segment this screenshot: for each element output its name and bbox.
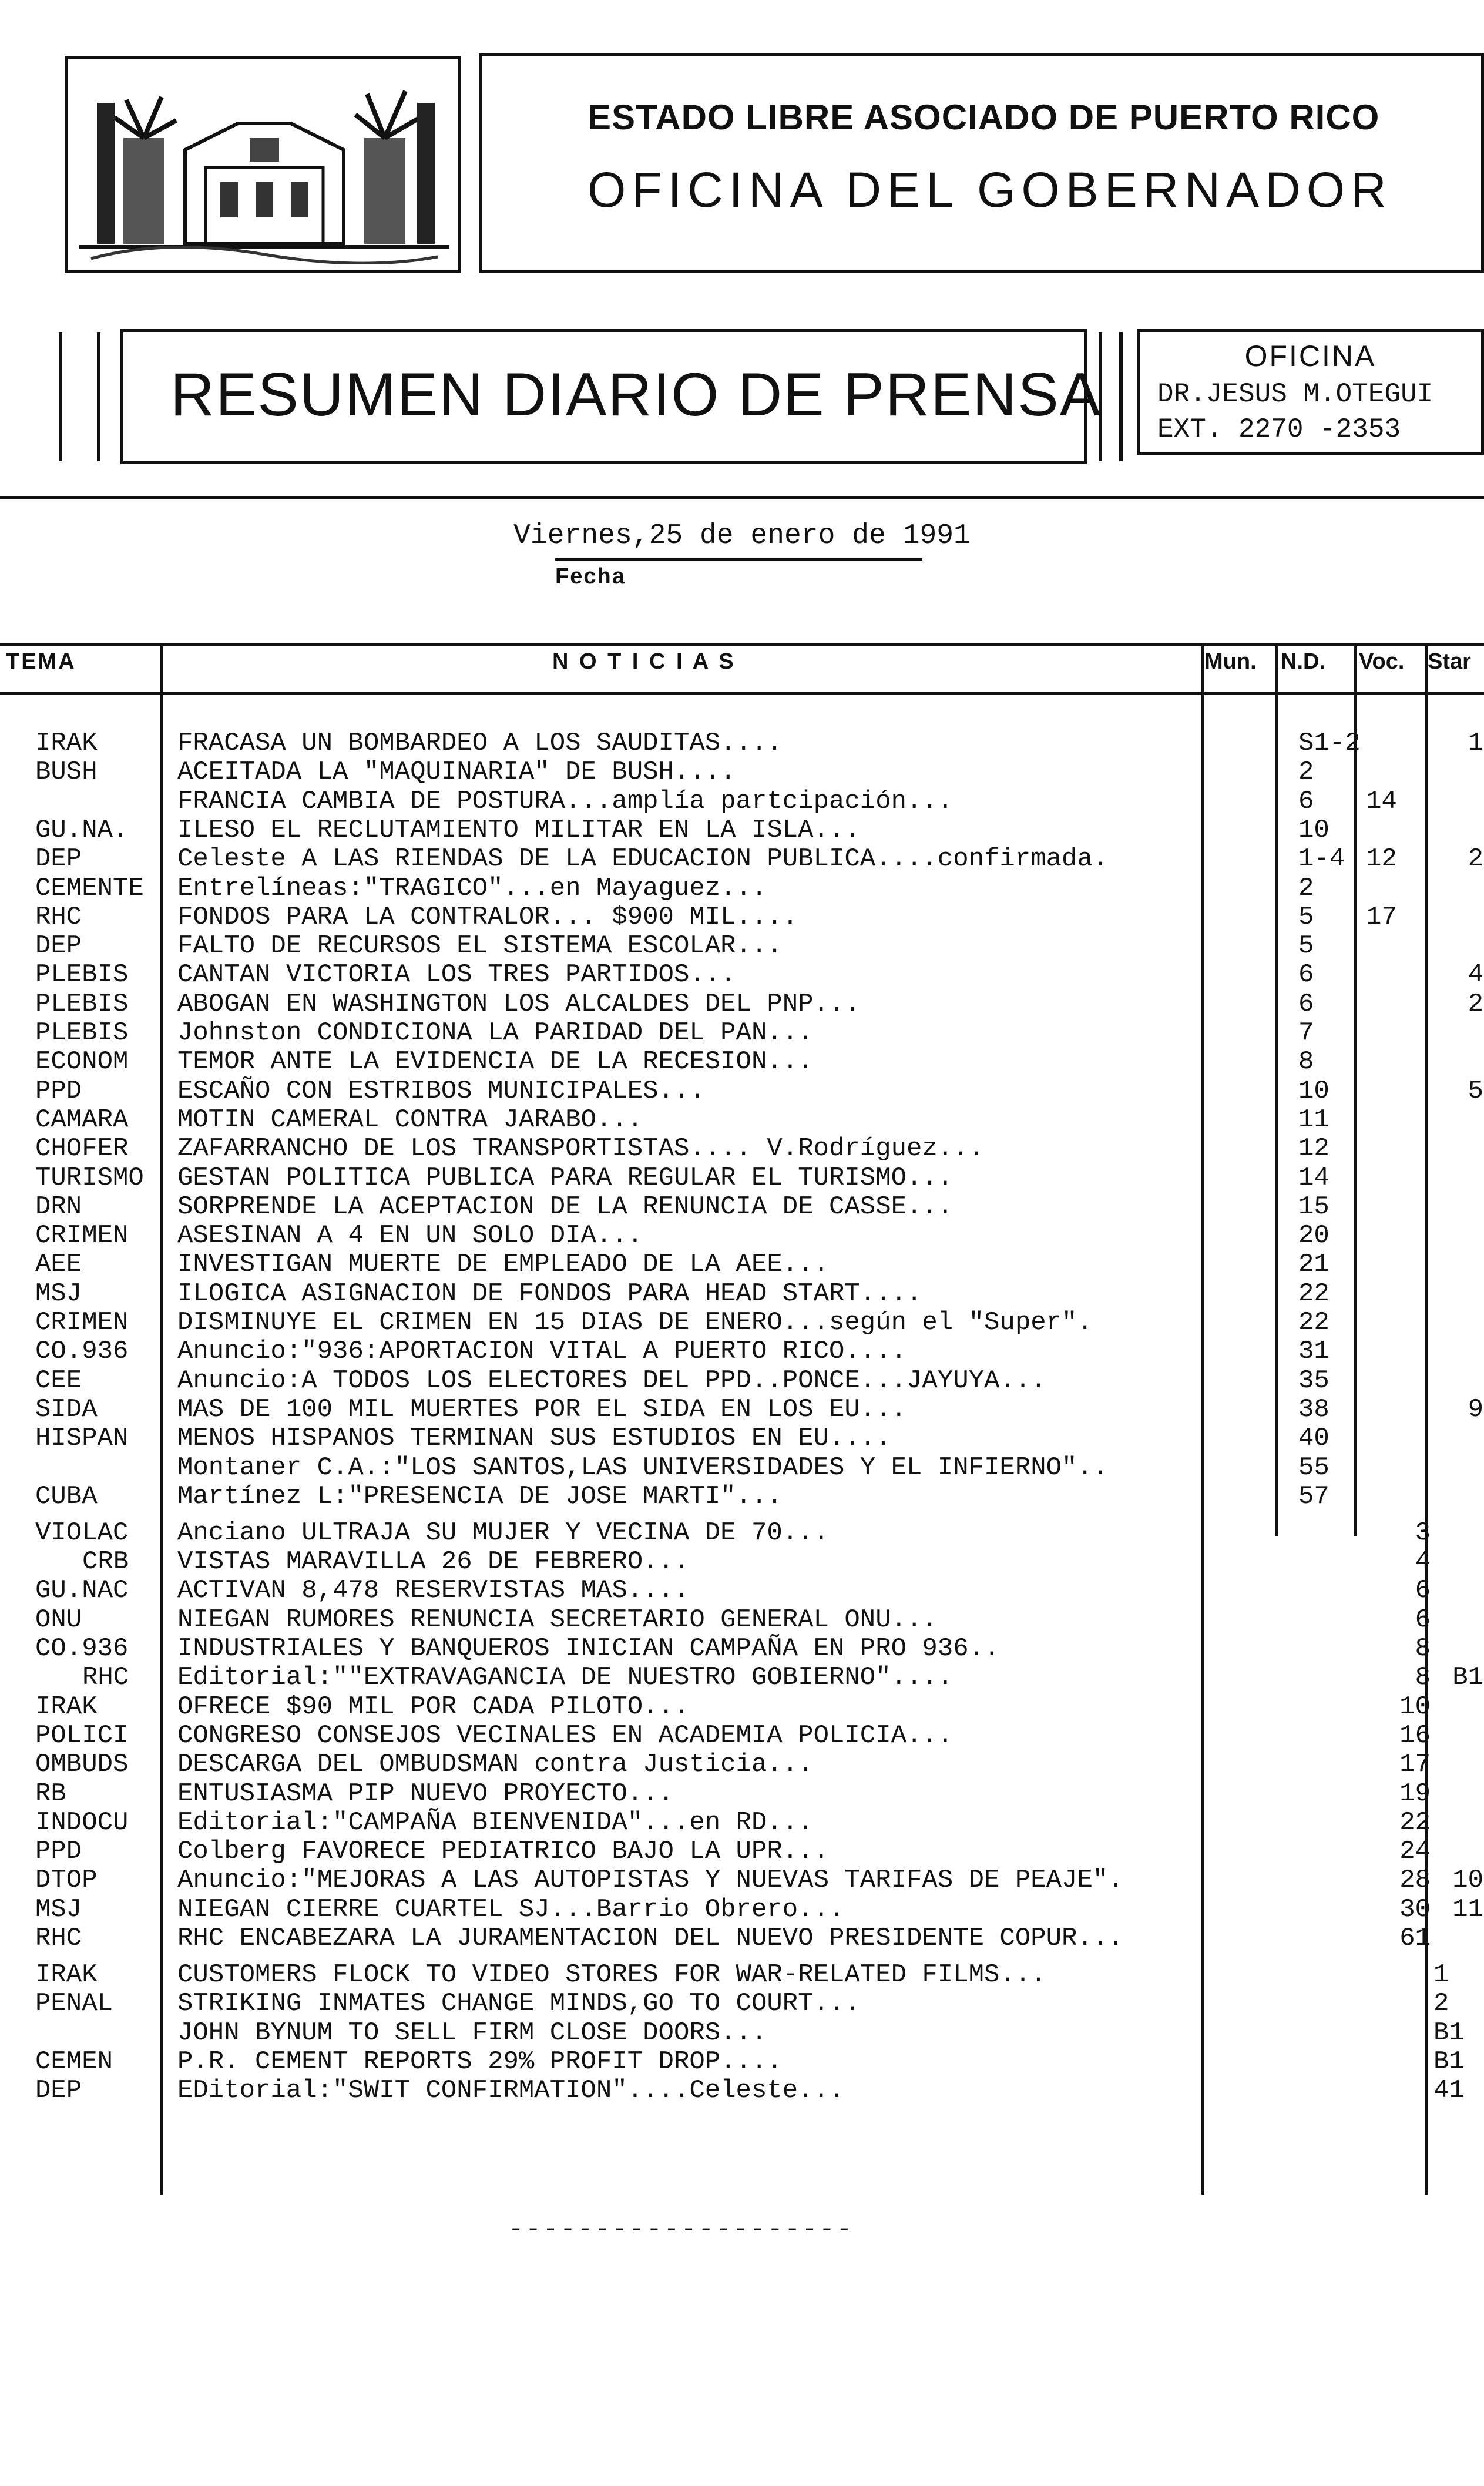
topic-cell: POLICI	[35, 1720, 129, 1750]
topic-cell: CUBA	[35, 1481, 98, 1511]
table-row	[0, 1547, 1484, 1576]
topic-cell: IRAK	[35, 1960, 98, 1990]
topic-cell: PLEBIS	[35, 1018, 129, 1048]
headline-cell: FALTO DE RECURSOS EL SISTEMA ESCOLAR...	[177, 931, 783, 961]
table-row	[0, 1424, 1484, 1453]
topic-cell: PPD	[35, 1076, 82, 1106]
office-of-governor-title: OFICINA DEL GOBERNADOR	[587, 162, 1392, 217]
headline-cell: CANTAN VICTORIA LOS TRES PARTIDOS...	[177, 960, 736, 990]
voc-page-cell: 12	[1366, 844, 1397, 874]
topic-cell: CRIMEN	[35, 1308, 129, 1337]
topic-cell: CEMENTE	[35, 873, 144, 903]
table-row	[0, 903, 1484, 932]
table-row	[0, 1750, 1484, 1779]
headline-cell: Anciano ULTRAJA SU MUJER Y VECINA DE 70...	[177, 1518, 829, 1548]
nd-page-cell: 22	[1298, 1279, 1329, 1309]
headline-cell: INDUSTRIALES Y BANQUEROS INICIAN CAMPAÑA EN PRO 936..	[177, 1634, 1000, 1663]
headline-cell: GESTAN POLITICA PUBLICA PARA REGULAR EL TURISMO...	[177, 1163, 953, 1193]
nd-page-cell: 14	[1298, 1163, 1329, 1193]
star-page-cell: 1	[1433, 1960, 1449, 1990]
table-row	[0, 931, 1484, 961]
table-row	[0, 787, 1484, 816]
headline-cell: OFRECE $90 MIL POR CADA PILOTO...	[177, 1692, 690, 1722]
headline-cell: Montaner C.A.:"LOS SANTOS,LAS UNIVERSIDADES Y EL INFIERNO"..	[177, 1452, 1109, 1482]
table-row	[0, 1105, 1484, 1135]
topic-cell: BUSH	[35, 757, 98, 787]
headline-cell: NIEGAN CIERRE CUARTEL SJ...Barrio Obrero...	[177, 1894, 845, 1924]
headline-cell: INVESTIGAN MUERTE DE EMPLEADO DE LA AEE...	[177, 1250, 829, 1280]
nd-page-cell: 22	[1298, 1308, 1329, 1337]
banner-frame	[120, 329, 1102, 464]
star-page-cell: 4	[1468, 960, 1483, 990]
headline-cell: P.R. CEMENT REPORTS 29% PROFIT DROP....	[177, 2046, 783, 2076]
office-frame	[1137, 329, 1484, 455]
table-row	[0, 2018, 1484, 2048]
table-row	[0, 1453, 1484, 1482]
table-row	[0, 2076, 1484, 2105]
table-row	[0, 1047, 1484, 1076]
table-row	[0, 2047, 1484, 2076]
topic-cell: GU.NAC	[35, 1576, 129, 1606]
headline-cell: STRIKING INMATES CHANGE MINDS,GO TO COURT...	[177, 1989, 860, 2019]
table-row	[0, 874, 1484, 903]
topic-cell: CAMARA	[35, 1105, 129, 1135]
column-header-voc: Voc.	[1359, 649, 1405, 674]
topic-cell: CEE	[35, 1366, 82, 1395]
banner-left-bar-2	[97, 332, 100, 461]
topic-cell: RHC	[35, 1924, 82, 1953]
topic-cell: PLEBIS	[35, 989, 129, 1019]
topic-cell: RHC	[82, 1663, 129, 1693]
table-row	[0, 1808, 1484, 1837]
table-row	[0, 1337, 1484, 1366]
nd-page-cell: 1-4	[1298, 844, 1345, 874]
headline-cell: CUSTOMERS FLOCK TO VIDEO STORES FOR WAR-RELATED FILMS...	[177, 1960, 1046, 1990]
nd-page-cell: 12	[1298, 1134, 1329, 1164]
topic-cell: CO.936	[35, 1337, 129, 1367]
table-row	[0, 1960, 1484, 1990]
voc-page-cell: 61	[1399, 1924, 1431, 1953]
table-row	[0, 1779, 1484, 1809]
table-row	[0, 844, 1484, 874]
topic-cell: IRAK	[35, 729, 98, 758]
table-row	[0, 1250, 1484, 1279]
topic-cell: DRN	[35, 1192, 82, 1222]
topic-cell: PENAL	[35, 1989, 113, 2019]
banner-title: RESUMEN DIARIO DE PRENSA	[170, 361, 1102, 429]
headline-cell: MAS DE 100 MIL MUERTES POR EL SIDA EN LOS EU...	[177, 1394, 907, 1424]
topic-cell: IRAK	[35, 1692, 98, 1722]
nd-page-cell: 6	[1298, 786, 1314, 816]
headline-cell: DESCARGA DEL OMBUDSMAN contra Justicia...	[177, 1750, 814, 1780]
headline-cell: Johnston CONDICIONA LA PARIDAD DEL PAN...	[177, 1018, 814, 1048]
table-row	[0, 1308, 1484, 1337]
headline-cell: FRACASA UN BOMBARDEO A LOS SAUDITAS....	[177, 729, 783, 758]
table-row	[0, 1076, 1484, 1106]
voc-page-cell: 30	[1399, 1894, 1431, 1924]
table-row	[0, 1279, 1484, 1309]
voc-page-cell: 8	[1415, 1663, 1431, 1693]
topic-cell: RB	[35, 1779, 66, 1809]
star-page-cell: 10	[1452, 1866, 1483, 1895]
topic-cell: ECONOM	[35, 1047, 129, 1077]
table-row	[0, 1634, 1484, 1663]
table-row	[0, 1134, 1484, 1163]
voc-page-cell: 8	[1415, 1634, 1431, 1663]
star-page-cell: B1	[1452, 1663, 1483, 1693]
topic-cell: SIDA	[35, 1394, 98, 1424]
voc-page-cell: 10	[1399, 1692, 1431, 1722]
topic-cell: MSJ	[35, 1894, 82, 1924]
topic-cell: DEP	[35, 2076, 82, 2106]
nd-page-cell: 21	[1298, 1250, 1329, 1280]
headline-cell: Anuncio:A TODOS LOS ELECTORES DEL PPD..PONCE...JAYUYA...	[177, 1366, 1046, 1395]
headline-cell: ILOGICA ASIGNACION DE FONDOS PARA HEAD START....	[177, 1279, 922, 1309]
headline-cell: Celeste A LAS RIENDAS DE LA EDUCACION PUBLICA....confirmada.	[177, 844, 1109, 874]
topic-cell: CRIMEN	[35, 1221, 129, 1251]
nd-page-cell: 15	[1298, 1192, 1329, 1222]
headline-cell: Entrelíneas:"TRAGICO"...en Mayaguez...	[177, 873, 767, 903]
headline-cell: Colberg FAVORECE PEDIATRICO BAJO LA UPR...	[177, 1837, 829, 1867]
topic-cell: CRB	[82, 1547, 129, 1577]
headline-cell: Editorial:""EXTRAVAGANCIA DE NUESTRO GOBIERNO"....	[177, 1663, 953, 1693]
voc-page-cell: 24	[1399, 1837, 1431, 1867]
date-label: Fecha	[555, 564, 626, 589]
headline-cell: ZAFARRANCHO DE LOS TRANSPORTISTAS.... V.Rodríguez...	[177, 1134, 985, 1164]
column-header-mun: Mun.	[1204, 649, 1257, 674]
header-divider	[0, 496, 1484, 499]
voc-page-cell: 17	[1366, 902, 1397, 932]
table-row	[0, 989, 1484, 1019]
topic-cell: TURISMO	[35, 1163, 144, 1193]
nd-page-cell: 55	[1298, 1452, 1329, 1482]
table-row	[0, 1895, 1484, 1924]
column-header-star: Star	[1428, 649, 1471, 674]
headline-cell: FONDOS PARA LA CONTRALOR... $900 MIL....	[177, 902, 798, 932]
topic-cell: PLEBIS	[35, 960, 129, 990]
table-row	[0, 757, 1484, 787]
headline-cell: TEMOR ANTE LA EVIDENCIA DE LA RECESION...	[177, 1047, 814, 1077]
headline-cell: MENOS HISPANOS TERMINAN SUS ESTUDIOS EN EU....	[177, 1424, 891, 1454]
table-row	[0, 1518, 1484, 1548]
topic-cell: GU.NA.	[35, 815, 129, 845]
banner-right-bar-2	[1119, 332, 1123, 461]
star-page-cell: B1	[1433, 2046, 1465, 2076]
voc-page-cell: 6	[1415, 1576, 1431, 1606]
nd-page-cell: 6	[1298, 960, 1314, 990]
table-row	[0, 1366, 1484, 1395]
table-row	[0, 960, 1484, 989]
voc-page-cell: 6	[1415, 1605, 1431, 1635]
nd-page-cell: 6	[1298, 989, 1314, 1019]
table-row	[0, 1924, 1484, 1953]
column-header-noticias: N O T I C I A S	[552, 649, 736, 674]
nd-page-cell: 8	[1298, 1047, 1314, 1077]
voc-page-cell: 17	[1399, 1750, 1431, 1780]
star-page-cell: 5	[1468, 1076, 1483, 1106]
table-row	[0, 1192, 1484, 1222]
date-underline	[555, 558, 922, 561]
headline-cell: ASESINAN A 4 EN UN SOLO DIA...	[177, 1221, 643, 1251]
office-contact-name: DR.JESUS M.OTEGUI	[1157, 379, 1433, 410]
table-row	[0, 1221, 1484, 1250]
table-row	[0, 1837, 1484, 1866]
table-row	[0, 1163, 1484, 1193]
voc-page-cell: 16	[1399, 1720, 1431, 1750]
nd-page-cell: 10	[1298, 815, 1329, 845]
document-date: Viernes,25 de enero de 1991	[513, 520, 971, 552]
voc-page-cell: 28	[1399, 1866, 1431, 1895]
nd-page-cell: 7	[1298, 1018, 1314, 1048]
star-page-cell: 41	[1433, 2076, 1465, 2106]
headline-cell: Anuncio:"MEJORAS A LAS AUTOPISTAS Y NUEVAS TARIFAS DE PEAJE".	[177, 1866, 1124, 1895]
topic-cell: CO.936	[35, 1634, 129, 1663]
topic-cell: OMBUDS	[35, 1750, 129, 1780]
table-row	[0, 1605, 1484, 1635]
topic-cell: INDOCU	[35, 1807, 129, 1837]
topic-cell: ONU	[35, 1605, 82, 1635]
star-page-cell: 1	[1468, 729, 1483, 758]
column-header-tema: TEMA	[6, 649, 76, 674]
headline-cell: NIEGAN RUMORES RENUNCIA SECRETARIO GENERAL ONU...	[177, 1605, 938, 1635]
headline-cell: ESCAÑO CON ESTRIBOS MUNICIPALES...	[177, 1076, 705, 1106]
headline-cell: Editorial:"CAMPAÑA BIENVENIDA"...en RD...	[177, 1807, 814, 1837]
table-top-rule	[0, 643, 1484, 646]
nd-page-cell: 57	[1298, 1481, 1329, 1511]
table-row	[0, 729, 1484, 758]
banner-left-bar	[59, 332, 62, 461]
headline-cell: DISMINUYE EL CRIMEN EN 15 DIAS DE ENERO...según el "Super".	[177, 1308, 1093, 1337]
star-page-cell: 2	[1468, 844, 1483, 874]
topic-cell: VIOLAC	[35, 1518, 129, 1548]
topic-cell: AEE	[35, 1250, 82, 1280]
headline-cell: Anuncio:"936:APORTACION VITAL A PUERTO RICO....	[177, 1337, 907, 1367]
topic-cell: MSJ	[35, 1279, 82, 1309]
organization-name: ESTADO LIBRE ASOCIADO DE PUERTO RICO	[587, 98, 1380, 137]
table-row	[0, 1663, 1484, 1692]
headline-cell: EDitorial:"SWIT CONFIRMATION"....Celeste...	[177, 2076, 845, 2106]
headline-cell: Martínez L:"PRESENCIA DE JOSE MARTI"...	[177, 1481, 783, 1511]
nd-page-cell: 40	[1298, 1424, 1329, 1454]
nd-page-cell: 38	[1298, 1394, 1329, 1424]
nd-page-cell: 11	[1298, 1105, 1329, 1135]
headline-cell: ABOGAN EN WASHINGTON LOS ALCALDES DEL PNP...	[177, 989, 860, 1019]
voc-page-cell: 4	[1415, 1547, 1431, 1577]
government-building-logo	[79, 68, 449, 264]
voc-page-cell: 22	[1399, 1807, 1431, 1837]
topic-cell: DEP	[35, 931, 82, 961]
topic-cell: CHOFER	[35, 1134, 129, 1164]
headline-cell: CONGRESO CONSEJOS VECINALES EN ACADEMIA POLICIA...	[177, 1720, 953, 1750]
nd-page-cell: 2	[1298, 757, 1314, 787]
table-header-rule	[0, 692, 1484, 695]
star-page-cell: B1	[1433, 2018, 1465, 2048]
headline-cell: MOTIN CAMERAL CONTRA JARABO...	[177, 1105, 643, 1135]
star-page-cell: 11	[1452, 1894, 1483, 1924]
topic-cell: RHC	[35, 902, 82, 932]
topic-cell: HISPAN	[35, 1424, 129, 1454]
star-page-cell: 2	[1433, 1989, 1449, 2019]
headline-cell: SORPRENDE LA ACEPTACION DE LA RENUNCIA DE CASSE...	[177, 1192, 953, 1222]
nd-page-cell: 20	[1298, 1221, 1329, 1251]
nd-page-cell: 2	[1298, 873, 1314, 903]
headline-cell: VISTAS MARAVILLA 26 DE FEBRERO...	[177, 1547, 690, 1577]
table-row	[0, 1576, 1484, 1605]
column-header-nd: N.D.	[1281, 649, 1325, 674]
headline-cell: RHC ENCABEZARA LA JURAMENTACION DEL NUEVO PRESIDENTE COPUR...	[177, 1924, 1124, 1953]
star-page-cell: 2	[1468, 989, 1483, 1019]
office-title: OFICINA	[1244, 340, 1376, 373]
headline-cell: FRANCIA CAMBIA DE POSTURA...amplía partcipación...	[177, 786, 953, 816]
headline-cell: ENTUSIASMA PIP NUEVO PROYECTO...	[177, 1779, 674, 1809]
headline-cell: ILESO EL RECLUTAMIENTO MILITAR EN LA ISLA...	[177, 815, 860, 845]
table-row	[0, 1395, 1484, 1424]
headline-cell: ACTIVAN 8,478 RESERVISTAS MAS....	[177, 1576, 690, 1606]
voc-page-cell: 14	[1366, 786, 1397, 816]
logo-frame	[65, 56, 461, 273]
nd-page-cell: 35	[1298, 1366, 1329, 1395]
table-row	[0, 1721, 1484, 1750]
table-row	[0, 1866, 1484, 1895]
nd-page-cell: 5	[1298, 931, 1314, 961]
nd-page-cell: S1-2	[1298, 729, 1361, 758]
table-row	[0, 816, 1484, 845]
star-page-cell: 9	[1468, 1394, 1483, 1424]
topic-cell: DTOP	[35, 1866, 98, 1895]
topic-cell: PPD	[35, 1837, 82, 1867]
nd-page-cell: 10	[1298, 1076, 1329, 1106]
voc-page-cell: 19	[1399, 1779, 1431, 1809]
topic-cell: DEP	[35, 844, 82, 874]
topic-cell: CEMEN	[35, 2046, 113, 2076]
nd-page-cell: 31	[1298, 1337, 1329, 1367]
table-row	[0, 1989, 1484, 2018]
nd-page-cell: 5	[1298, 902, 1314, 932]
title-frame	[479, 53, 1484, 273]
voc-page-cell: 3	[1415, 1518, 1431, 1548]
table-row	[0, 1692, 1484, 1722]
end-rule: --------------------	[508, 2215, 854, 2245]
headline-cell: JOHN BYNUM TO SELL FIRM CLOSE DOORS...	[177, 2018, 767, 2048]
table-row	[0, 1482, 1484, 1511]
office-extension: EXT. 2270 -2353	[1157, 414, 1401, 445]
banner-right-bar	[1099, 332, 1102, 461]
headline-cell: ACEITADA LA "MAQUINARIA" DE BUSH....	[177, 757, 736, 787]
table-row	[0, 1018, 1484, 1048]
